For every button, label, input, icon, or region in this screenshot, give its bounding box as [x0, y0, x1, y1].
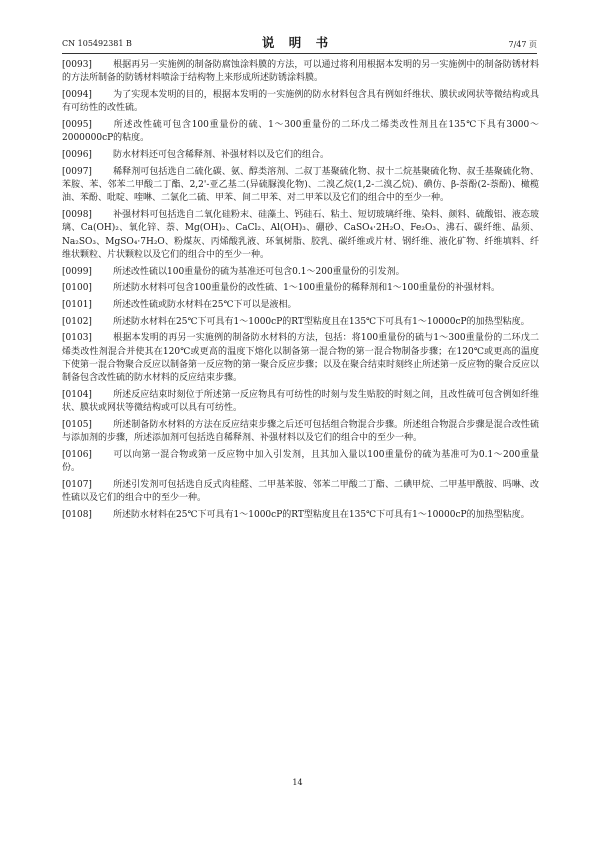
- paragraph: [62, 509, 539, 522]
- paragraph: [62, 89, 539, 116]
- paragraph-number: [0107]: [62, 479, 92, 490]
- page-number: 14: [292, 778, 303, 787]
- paragraph-number: [0093]: [62, 60, 92, 70]
- paragraph: [62, 59, 539, 86]
- paragraph-number: [0094]: [62, 89, 92, 100]
- header-title: 说 明 书: [261, 35, 334, 50]
- paragraph-number: [0101]: [62, 299, 92, 310]
- paragraph-text: 可以向第一混合物或第一反应物中加入引发剂，且其加入量以100重量份的硫为基准可为0.1～200重量份。: [62, 449, 539, 474]
- paragraph-text: 根据再另一实施例的制备防腐蚀涂料膜的方法，可以通过将利用根据本发明的另一实施例中的制备防锈材料的方法所制备的防锈材料喷涂于结构物上来形成所述防锈涂料膜。: [62, 60, 539, 84]
- paragraph-number: [0108]: [62, 509, 92, 520]
- header-patent-number: CN 105492381 B: [62, 39, 132, 48]
- paragraph-text: 所述防水材料在25℃下可具有1～1000cP的RT型粘度且在135℃下可具有1～10000cP的加热型粘度。: [113, 509, 530, 520]
- paragraph: [62, 282, 539, 295]
- paragraph: [62, 332, 539, 385]
- paragraph-number: [0095]: [62, 119, 92, 130]
- paragraph-text: 所述反应结束时刻位于所述第一反应物具有可纺性的时刻与发生贴胶的时刻之间，且改性硫可包含例如纤维状、膜状或网状等微结构或可以具有可纺性。: [62, 389, 539, 414]
- paragraph-number: [0104]: [62, 389, 92, 400]
- paragraph: [62, 209, 539, 262]
- paragraph: [62, 266, 539, 279]
- paragraph-text: 所述改性硫以100重量份的硫为基准还可包含0.1～200重量份的引发剂。: [113, 266, 405, 277]
- paragraph-number: [0105]: [62, 419, 92, 430]
- header-rule: [62, 53, 537, 54]
- paragraph-text: 防水材料还可包含稀释剂、补强材料以及它们的组合。: [113, 149, 330, 160]
- paragraph: [62, 166, 539, 206]
- paragraph: [62, 389, 539, 416]
- paragraph-number: [0106]: [62, 449, 92, 460]
- paragraph: [62, 119, 539, 146]
- paragraph-number: [0099]: [62, 266, 92, 277]
- paragraph: [62, 316, 539, 329]
- paragraph-text: 所述制备防水材料的方法在反应结束步骤之后还可包括组合物混合步骤。所述组合物混合步骤是混合改性硫与添加剂的步骤，所述添加剂可包括选自稀释剂、补强材料以及它们的组合中的至少一种。: [62, 419, 539, 444]
- paragraph-text: 所述引发剂可包括选自反式肉桂醛、二甲基苯胺、邻苯二甲酸二丁酯、二碘甲烷、二甲基甲酰胺、吗啉、改性硫以及它们的组合中的至少一种。: [62, 479, 539, 504]
- header-page-info: 7/47 页: [508, 40, 537, 49]
- paragraph-number: [0097]: [62, 166, 92, 177]
- paragraph: [62, 149, 539, 162]
- paragraph-number: [0103]: [62, 333, 92, 344]
- paragraph: [62, 299, 539, 312]
- paragraph-number: [0096]: [62, 149, 92, 160]
- document-body: [62, 59, 539, 525]
- paragraph-number: [0098]: [62, 209, 92, 220]
- paragraph: [62, 449, 539, 476]
- paragraph-number: [0102]: [62, 316, 92, 327]
- paragraph-text: 为了实现本发明的目的，根据本发明的一实施例的防水材料包含具有例如纤维状、膜状或网状等微结构或具有可纺性的改性硫。: [62, 89, 539, 114]
- paragraph-text: 稀释剂可包括选自二硫化碳、氨、醇类溶剂、二叔丁基聚硫化物、叔十二烷基聚硫化物、叔壬基聚硫化物、苯胺、苯、邻苯二甲酸二丁酯、2,2'-亚乙基二(异硫脲溴化物)、二溴乙烷(1,2-二溴乙烷)、碘仿、β-萘酚(2-萘酚)、橄榄油、苯酚、吡啶、喹啉、二氯化二硫、甲苯、间二甲苯、对二甲苯以及它们的组合中的至少一种。: [62, 166, 539, 204]
- paragraph-text: 所述改性硫或防水材料在25℃下可以是液相。: [113, 299, 297, 310]
- paragraph-text: 补强材料可包括选自二氧化硅粉末、硅藻土、钙硅石、粘土、短切玻璃纤维、染料、颜料、硫酸铝、液态玻璃、Ca(OH)₂、氧化锌、萘、Mg(OH)₂、CaCl₂、Al(OH)₃、硼砂、CaSO₄·2H₂O、Fe₂O₃、沸石、碳纤维、晶须、Na₂SO₃、MgSO₄·7H₂O、粉煤灰、丙烯酸乳液、环氧树脂、胶乳、碳纤维或片材、钢纤维、液化矿物、纤维填料、纤维状颗粒、片状颗粒以及它们的组合中的至少一种。: [62, 209, 539, 260]
- paragraph: [62, 479, 539, 506]
- paragraph-text: 根据本发明的再另一实施例的制备防水材料的方法，包括：将100重量份的硫与1～300重量份的二环戊二烯类改性剂混合并使其在120℃或更高的温度下熔化以制备第一混合物的第一混合物制备步骤；在120℃或更高的温度下使第一混合物聚合反应以制备第一反应物的第一聚合反应步骤；以及在聚合结束时刻终止所述第一反应物的聚合反应以制备包含改性硫的防水材料的反应结束步骤。: [62, 333, 540, 384]
- paragraph-text: 所述防水材料在25℃下可具有1～1000cP的RT型粘度且在135℃下可具有1～10000cP的加热型粘度。: [113, 316, 530, 327]
- paragraph: [62, 419, 539, 446]
- paragraph-number: [0100]: [62, 283, 92, 294]
- paragraph-text: 所述改性硫可包含100重量份的硫、1～300重量份的二环戊二烯类改性剂且在135℃下具有3000～2000000cP的粘度。: [62, 119, 539, 144]
- paragraph-text: 所述防水材料可包含100重量份的改性硫、1～100重量份的稀释剂和1～100重量份的补强材料。: [113, 283, 500, 294]
